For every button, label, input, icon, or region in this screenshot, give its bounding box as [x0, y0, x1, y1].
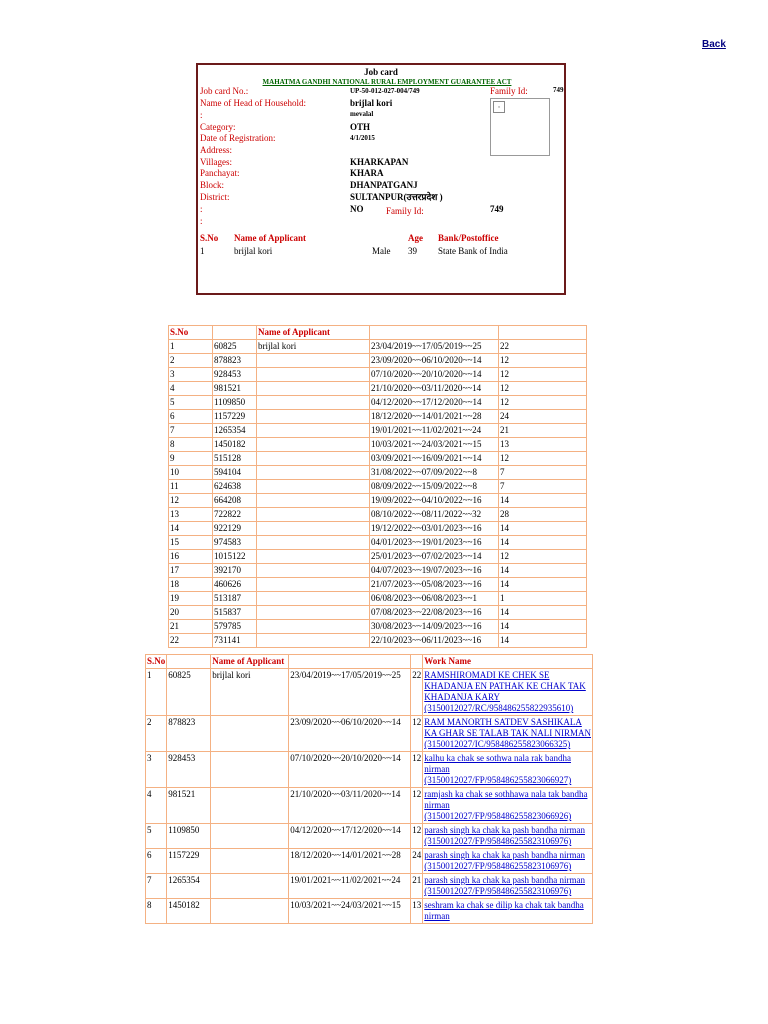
cell-name — [257, 438, 370, 452]
broken-image-icon: ▫ — [493, 101, 505, 113]
cell-id: 460626 — [213, 578, 257, 592]
category-value: OTH — [350, 122, 371, 132]
cell-days: 22 — [499, 340, 587, 354]
cell-sno: 2 — [169, 354, 213, 368]
cell-work — [423, 669, 593, 716]
table-row — [146, 899, 593, 924]
cell-sno: 11 — [169, 480, 213, 494]
block-label: Block: — [200, 180, 224, 190]
cell-days: 1 — [499, 592, 587, 606]
cell-period: 08/10/2022~~08/11/2022~~32 — [370, 508, 499, 522]
cell-name — [257, 550, 370, 564]
work-name-link[interactable]: parash singh ka chak ka pash bandha nirman (3150012027/FP/958486255823106976) — [424, 825, 585, 846]
cell-sno: 12 — [169, 494, 213, 508]
cell-period: 25/01/2023~~07/02/2023~~14 — [370, 550, 499, 564]
cell-days: 14 — [499, 564, 587, 578]
table-row — [169, 340, 587, 354]
table-row — [169, 508, 587, 522]
cell-days: 24 — [411, 849, 423, 874]
table-row — [169, 382, 587, 396]
cell-id: 1015122 — [213, 550, 257, 564]
muster-roll-summary-table — [168, 325, 587, 648]
cell-id: 928453 — [167, 752, 211, 788]
work-name-link[interactable]: RAMSHIROMADI KE CHEK SE KHADANJA EN PATHAK KE CHAK TAK KHADANJA KARY (3150012027/RC/958486255822935610) — [424, 670, 586, 713]
cell-sno: 13 — [169, 508, 213, 522]
family-id-label: Family Id: — [490, 86, 528, 96]
address-label: Address: — [200, 145, 232, 155]
table-header-row — [169, 326, 587, 340]
work-name-link[interactable]: ramjash ka chak se sothhawa nala tak bandha nirman (3150012027/FP/958486255823066926) — [424, 789, 588, 821]
cell-id: 1450182 — [213, 438, 257, 452]
cell-name — [257, 382, 370, 396]
work-name-link[interactable]: parash singh ka chak ka pash bandha nirman (3150012027/FP/958486255823106976) — [424, 875, 585, 896]
cell-id: 594104 — [213, 466, 257, 480]
cell-name — [211, 874, 289, 899]
cell-period: 23/09/2020~~06/10/2020~~14 — [370, 354, 499, 368]
table-row — [169, 480, 587, 494]
table-row — [169, 452, 587, 466]
cell-days: 12 — [411, 824, 423, 849]
work-name-link[interactable]: seshram ka chak se dilip ka chak tak bandha nirman — [424, 900, 584, 921]
bpl-label: : — [200, 204, 203, 214]
applicant-bank: State Bank of India — [438, 246, 508, 256]
cell-id: 722822 — [213, 508, 257, 522]
cell-id: 579785 — [213, 620, 257, 634]
cell-id: 731141 — [213, 634, 257, 648]
empty-row-label: : — [200, 216, 203, 226]
applicant-age: 39 — [408, 246, 417, 256]
cell-period: 21/10/2020~~03/11/2020~~14 — [370, 382, 499, 396]
cell-id: 878823 — [167, 716, 211, 752]
cell-sno: 9 — [169, 452, 213, 466]
cell-name — [257, 354, 370, 368]
cell-name: brijlal kori — [257, 340, 370, 354]
cell-name — [257, 578, 370, 592]
applicant-photo — [490, 98, 550, 156]
cell-sno: 19 — [169, 592, 213, 606]
cell-days: 28 — [499, 508, 587, 522]
cell-sno: 7 — [146, 874, 167, 899]
applicant-gender: Male — [372, 246, 391, 256]
cell-days: 12 — [499, 452, 587, 466]
cell-sno: 6 — [146, 849, 167, 874]
header-work: Work Name — [423, 655, 593, 669]
header-name: Name of Applicant — [257, 326, 370, 340]
header-empty — [213, 326, 257, 340]
table-row — [169, 438, 587, 452]
cell-sno: 10 — [169, 466, 213, 480]
table-row — [169, 550, 587, 564]
cell-work — [423, 752, 593, 788]
header-empty — [167, 655, 211, 669]
header-name: Name of Applicant — [211, 655, 289, 669]
cell-period: 07/10/2020~~20/10/2020~~14 — [370, 368, 499, 382]
table-row — [169, 620, 587, 634]
cell-id: 974583 — [213, 536, 257, 550]
applicant-name: brijlal kori — [234, 246, 273, 256]
cell-name — [211, 824, 289, 849]
cell-sno: 14 — [169, 522, 213, 536]
cell-days: 21 — [499, 424, 587, 438]
cell-days: 22 — [411, 669, 423, 716]
table-row — [169, 368, 587, 382]
cell-id: 513187 — [213, 592, 257, 606]
cell-name — [257, 452, 370, 466]
cell-days: 14 — [499, 522, 587, 536]
table-row — [146, 788, 593, 824]
cell-id: 624638 — [213, 480, 257, 494]
cell-period: 21/07/2023~~05/08/2023~~16 — [370, 578, 499, 592]
cell-work — [423, 788, 593, 824]
cell-period: 19/12/2022~~03/01/2023~~16 — [370, 522, 499, 536]
district-label: District: — [200, 192, 230, 202]
cell-sno: 17 — [169, 564, 213, 578]
family-id-value: 749 — [553, 86, 564, 94]
job-card-panel — [196, 63, 566, 295]
applicant-sno: 1 — [200, 246, 205, 256]
panchayat-value: KHARA — [350, 168, 384, 178]
header-sno: S.No — [146, 655, 167, 669]
cell-id: 928453 — [213, 368, 257, 382]
cell-sno: 8 — [146, 899, 167, 924]
header-empty — [499, 326, 587, 340]
cell-work — [423, 874, 593, 899]
cell-id: 1450182 — [167, 899, 211, 924]
cell-id: 981521 — [167, 788, 211, 824]
district-value: SULTANPUR(उत्तरप्रदेश ) — [350, 192, 443, 202]
cell-period: 23/04/2019~~17/05/2019~~25 — [370, 340, 499, 354]
header-empty — [411, 655, 423, 669]
cell-period: 18/12/2020~~14/01/2021~~28 — [370, 410, 499, 424]
cell-period: 10/03/2021~~24/03/2021~~15 — [370, 438, 499, 452]
cell-period: 19/01/2021~~11/02/2021~~24 — [289, 874, 411, 899]
cell-sno: 18 — [169, 578, 213, 592]
villages-label: Villages: — [200, 157, 232, 167]
cell-days: 14 — [499, 634, 587, 648]
cell-name — [211, 752, 289, 788]
cell-name — [211, 899, 289, 924]
header-empty — [289, 655, 411, 669]
cell-days: 14 — [499, 606, 587, 620]
cell-period: 04/01/2023~~19/01/2023~~16 — [370, 536, 499, 550]
table-row — [169, 466, 587, 480]
table-row — [146, 874, 593, 899]
job-card-no-value: UP-50-012-027-004/749 — [350, 87, 420, 95]
cell-name — [211, 716, 289, 752]
cell-id: 1157229 — [213, 410, 257, 424]
cell-period: 10/03/2021~~24/03/2021~~15 — [289, 899, 411, 924]
table-row — [169, 494, 587, 508]
cell-days: 14 — [499, 536, 587, 550]
cell-days: 13 — [411, 899, 423, 924]
cell-days: 13 — [499, 438, 587, 452]
cell-period: 19/01/2021~~11/02/2021~~24 — [370, 424, 499, 438]
table-row — [169, 578, 587, 592]
head-of-household-label: Name of Head of Household: — [200, 98, 306, 108]
cell-sno: 4 — [169, 382, 213, 396]
table-row — [169, 522, 587, 536]
cell-id: 1265354 — [167, 874, 211, 899]
cell-id: 1109850 — [167, 824, 211, 849]
cell-days: 14 — [499, 578, 587, 592]
cell-days: 12 — [499, 550, 587, 564]
job-card-no-label: Job card No.: — [200, 86, 249, 96]
cell-sno: 16 — [169, 550, 213, 564]
category-label: Category: — [200, 122, 236, 132]
cell-period: 07/10/2020~~20/10/2020~~14 — [289, 752, 411, 788]
applicants-header-bank: Bank/Postoffice — [438, 233, 499, 243]
table-row — [146, 824, 593, 849]
cell-id: 515128 — [213, 452, 257, 466]
work-name-link[interactable]: RAM MANORTH SATDEV SASHIKALA KA GHAR SE TALAB TAK NALI NIRMAN (3150012027/IC/958486255823066325) — [424, 717, 591, 749]
cell-id: 515837 — [213, 606, 257, 620]
applicants-header-name: Name of Applicant — [234, 233, 306, 243]
table-row — [169, 410, 587, 424]
cell-id: 1265354 — [213, 424, 257, 438]
panchayat-label: Panchayat: — [200, 168, 240, 178]
cell-sno: 6 — [169, 410, 213, 424]
table-header-row — [146, 655, 593, 669]
father-name-label: : — [200, 110, 203, 120]
cell-sno: 5 — [146, 824, 167, 849]
header-sno: S.No — [169, 326, 213, 340]
cell-name — [257, 410, 370, 424]
table-row — [146, 849, 593, 874]
table-row — [146, 716, 593, 752]
cell-period: 18/12/2020~~14/01/2021~~28 — [289, 849, 411, 874]
cell-id: 60825 — [213, 340, 257, 354]
cell-sno: 5 — [169, 396, 213, 410]
cell-id: 922129 — [213, 522, 257, 536]
bpl-value: NO — [350, 204, 364, 214]
cell-sno: 3 — [146, 752, 167, 788]
cell-work — [423, 899, 593, 924]
cell-name — [257, 564, 370, 578]
cell-sno: 1 — [169, 340, 213, 354]
cell-name — [257, 368, 370, 382]
cell-sno: 7 — [169, 424, 213, 438]
cell-work — [423, 849, 593, 874]
cell-period: 30/08/2023~~14/09/2023~~16 — [370, 620, 499, 634]
work-name-link[interactable]: parash singh ka chak ka pash bandha nirman (3150012027/FP/958486255823106976) — [424, 850, 585, 871]
table-row — [169, 564, 587, 578]
cell-id: 664208 — [213, 494, 257, 508]
cell-days: 12 — [499, 368, 587, 382]
cell-days: 7 — [499, 480, 587, 494]
father-name-value: mevalal — [350, 110, 374, 118]
applicants-header-sno: S.No — [200, 233, 219, 243]
table-row — [169, 634, 587, 648]
cell-days: 7 — [499, 466, 587, 480]
cell-name — [257, 606, 370, 620]
cell-period: 07/08/2023~~22/08/2023~~16 — [370, 606, 499, 620]
block-value: DHANPATGANJ — [350, 180, 418, 190]
cell-days: 12 — [411, 752, 423, 788]
cell-name — [211, 788, 289, 824]
cell-period: 04/12/2020~~17/12/2020~~14 — [370, 396, 499, 410]
back-link[interactable]: Back — [702, 39, 726, 50]
family-id-2-value: 749 — [490, 204, 504, 214]
cell-name — [257, 480, 370, 494]
applicants-header-age: Age — [408, 233, 423, 243]
cell-days: 12 — [411, 716, 423, 752]
cell-days: 14 — [499, 620, 587, 634]
cell-name — [257, 634, 370, 648]
cell-period: 31/08/2022~~07/09/2022~~8 — [370, 466, 499, 480]
table-row — [169, 536, 587, 550]
cell-sno: 4 — [146, 788, 167, 824]
date-of-registration-label: Date of Registration: — [200, 133, 276, 143]
cell-id: 1109850 — [213, 396, 257, 410]
cell-id: 878823 — [213, 354, 257, 368]
cell-name — [257, 522, 370, 536]
table-row — [169, 592, 587, 606]
cell-id: 60825 — [167, 669, 211, 716]
date-of-registration-value: 4/1/2015 — [350, 134, 375, 142]
cell-days: 24 — [499, 410, 587, 424]
work-name-link[interactable]: kalhu ka chak se sothwa nala rak bandha nirman (3150012027/FP/958486255823066927) — [424, 753, 572, 785]
cell-name — [211, 849, 289, 874]
cell-id: 392170 — [213, 564, 257, 578]
cell-work — [423, 824, 593, 849]
cell-days: 12 — [499, 382, 587, 396]
family-id-2-label: Family Id: — [386, 206, 424, 216]
head-of-household-value: brijlal kori — [350, 98, 393, 108]
cell-period: 04/12/2020~~17/12/2020~~14 — [289, 824, 411, 849]
cell-name — [257, 494, 370, 508]
cell-sno: 3 — [169, 368, 213, 382]
job-card-title: Job card — [364, 67, 398, 77]
cell-days: 14 — [499, 494, 587, 508]
table-row — [169, 606, 587, 620]
cell-period: 22/10/2023~~06/11/2023~~16 — [370, 634, 499, 648]
cell-sno: 1 — [146, 669, 167, 716]
table-row — [146, 752, 593, 788]
cell-name — [257, 466, 370, 480]
cell-days: 21 — [411, 874, 423, 899]
cell-name — [257, 620, 370, 634]
table-row — [169, 424, 587, 438]
cell-sno: 21 — [169, 620, 213, 634]
cell-days: 12 — [499, 396, 587, 410]
cell-name: brijlal kori — [211, 669, 289, 716]
cell-name — [257, 508, 370, 522]
table-row — [169, 354, 587, 368]
cell-days: 12 — [499, 354, 587, 368]
cell-id: 1157229 — [167, 849, 211, 874]
cell-name — [257, 592, 370, 606]
header-empty — [370, 326, 499, 340]
cell-name — [257, 424, 370, 438]
villages-value: KHARKAPAN — [350, 157, 409, 167]
cell-period: 21/10/2020~~03/11/2020~~14 — [289, 788, 411, 824]
cell-period: 23/09/2020~~06/10/2020~~14 — [289, 716, 411, 752]
cell-period: 23/04/2019~~17/05/2019~~25 — [289, 669, 411, 716]
cell-sno: 22 — [169, 634, 213, 648]
cell-period: 19/09/2022~~04/10/2022~~16 — [370, 494, 499, 508]
cell-period: 03/09/2021~~16/09/2021~~14 — [370, 452, 499, 466]
cell-sno: 20 — [169, 606, 213, 620]
cell-sno: 15 — [169, 536, 213, 550]
table-row — [169, 396, 587, 410]
cell-days: 12 — [411, 788, 423, 824]
cell-sno: 8 — [169, 438, 213, 452]
cell-id: 981521 — [213, 382, 257, 396]
cell-sno: 2 — [146, 716, 167, 752]
work-details-table — [145, 654, 593, 924]
cell-period: 06/08/2023~~06/08/2023~~1 — [370, 592, 499, 606]
job-card-subtitle: MAHATMA GANDHI NATIONAL RURAL EMPLOYMENT GUARANTEE ACT — [262, 78, 512, 86]
cell-name — [257, 396, 370, 410]
cell-period: 04/07/2023~~19/07/2023~~16 — [370, 564, 499, 578]
cell-work — [423, 716, 593, 752]
table-row — [146, 669, 593, 716]
cell-period: 08/09/2022~~15/09/2022~~8 — [370, 480, 499, 494]
cell-name — [257, 536, 370, 550]
